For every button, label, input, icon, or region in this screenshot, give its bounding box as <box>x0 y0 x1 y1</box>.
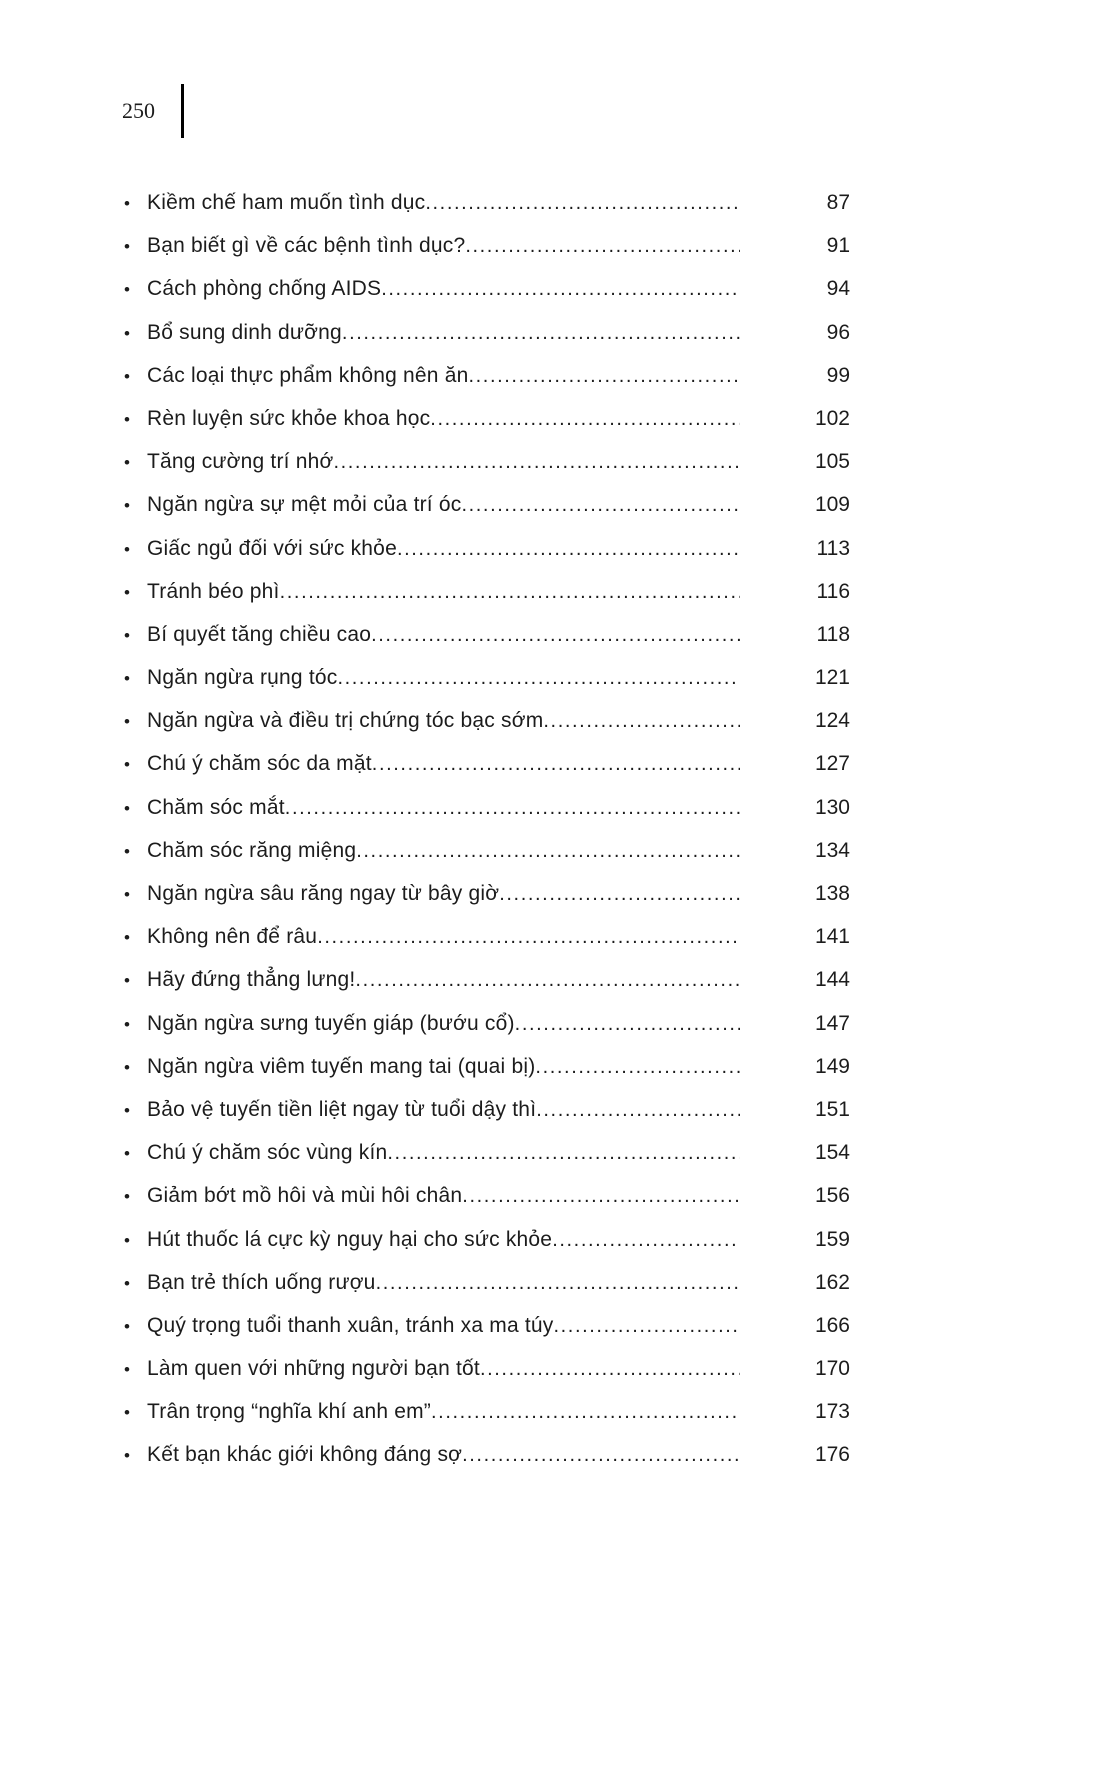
toc-entry <box>124 699 850 742</box>
toc-entry <box>124 958 850 1001</box>
bullet-icon: • <box>124 1014 130 1034</box>
toc-entry <box>124 1045 850 1088</box>
bullet-icon: • <box>124 323 130 343</box>
toc-entry-page: 154 <box>814 1141 850 1165</box>
header-divider <box>181 84 184 138</box>
dot-leader <box>285 786 740 830</box>
toc-entry-title: Ngăn ngừa viêm tuyến mang tai (quai bị) <box>147 1054 536 1078</box>
bullet-icon: • <box>124 928 130 948</box>
toc-entry-title: Rèn luyện sức khỏe khoa học <box>147 406 431 430</box>
bullet-icon: • <box>124 669 130 689</box>
bullet-icon: • <box>124 1403 130 1423</box>
bullet-icon: • <box>124 237 130 257</box>
toc-entry-title: Chăm sóc răng miệng <box>147 838 357 862</box>
toc-entry-title: Làm quen với những người bạn tốt <box>147 1357 480 1381</box>
dot-leader <box>553 1304 740 1348</box>
toc-entry-title: Giấc ngủ đối với sức khỏe <box>147 536 397 560</box>
dot-leader <box>461 483 740 527</box>
toc-entry-page: 162 <box>814 1270 850 1294</box>
dot-leader <box>356 829 740 873</box>
toc-entry-page: 94 <box>826 277 850 301</box>
toc-entry-title: Bạn biết gì về các bệnh tình dục? <box>147 234 466 258</box>
toc-entry-title: Cách phòng chống AIDS <box>147 277 382 301</box>
toc-entry-page: 99 <box>826 363 850 387</box>
toc-entry-page: 147 <box>814 1011 850 1035</box>
toc-entry-page: 166 <box>814 1313 850 1337</box>
toc-entry-title: Bảo vệ tuyến tiền liệt ngay từ tuổi dậy thì <box>147 1097 537 1121</box>
bullet-icon: • <box>124 1230 130 1250</box>
dot-leader <box>462 1174 740 1218</box>
dot-leader <box>397 527 740 571</box>
dot-leader <box>337 656 740 700</box>
toc-entry <box>124 397 850 440</box>
dot-leader <box>468 354 740 398</box>
bullet-icon: • <box>124 712 130 732</box>
toc-entry-page: 124 <box>814 709 850 733</box>
toc-entry-page: 159 <box>814 1227 850 1251</box>
dot-leader <box>317 915 740 959</box>
bullet-icon: • <box>124 1144 130 1164</box>
toc-entry-page: 151 <box>814 1097 850 1121</box>
toc-entry-title: Ngăn ngừa rụng tóc <box>147 666 338 690</box>
toc-entry-page: 149 <box>814 1054 850 1078</box>
toc-entry <box>124 224 850 267</box>
toc-entry <box>124 829 850 872</box>
dot-leader <box>280 570 740 614</box>
toc-entry-page: 91 <box>826 234 850 258</box>
toc-entry-title: Chú ý chăm sóc vùng kín <box>147 1141 388 1165</box>
toc-entry-title: Bổ sung dinh dưỡng <box>147 320 342 344</box>
bullet-icon: • <box>124 453 130 473</box>
toc-entry-page: 134 <box>814 838 850 862</box>
toc-entry <box>124 1218 850 1261</box>
dot-leader <box>387 1131 740 1175</box>
dot-leader <box>430 397 740 441</box>
toc-entry-title: Hút thuốc lá cực kỳ nguy hại cho sức khỏe <box>147 1227 553 1251</box>
bullet-icon: • <box>124 539 130 559</box>
bullet-icon: • <box>124 496 130 516</box>
toc-entry <box>124 613 850 656</box>
bullet-icon: • <box>124 280 130 300</box>
toc-entry <box>124 872 850 915</box>
toc-entry <box>124 742 850 785</box>
toc-entry-title: Ngăn ngừa và điều trị chứng tóc bạc sớm <box>147 709 544 733</box>
toc-entry-title: Bạn trẻ thích uống rượu <box>147 1270 376 1294</box>
toc-entry <box>124 1174 850 1217</box>
toc-entry <box>124 181 850 224</box>
toc-entry-page: 105 <box>814 450 850 474</box>
bullet-icon: • <box>124 1273 130 1293</box>
dot-leader <box>499 872 740 916</box>
toc-entry-page: 176 <box>814 1443 850 1467</box>
toc-entry-page: 156 <box>814 1184 850 1208</box>
toc-entry-title: Quý trọng tuổi thanh xuân, tránh xa ma túy <box>147 1313 554 1337</box>
dot-leader <box>376 1261 740 1305</box>
toc-entry <box>124 354 850 397</box>
toc-entry <box>124 915 850 958</box>
bullet-icon: • <box>124 194 130 213</box>
toc-entry-title: Các loại thực phẩm không nên ăn <box>147 363 469 387</box>
toc-entry <box>124 570 850 613</box>
page-number: 250 <box>122 98 155 123</box>
toc-entry-page: 130 <box>814 795 850 819</box>
toc-entry-title: Ngăn ngừa sưng tuyến giáp (bướu cổ) <box>147 1011 515 1035</box>
page-header <box>122 84 184 138</box>
toc-entry-title: Chăm sóc mắt <box>147 795 285 819</box>
bullet-icon: • <box>124 1446 130 1466</box>
bullet-icon: • <box>124 1057 130 1077</box>
toc-entry <box>124 1088 850 1131</box>
dot-leader <box>465 224 740 268</box>
toc-entry-title: Ngăn ngừa sâu răng ngay từ bây giờ <box>147 882 500 905</box>
toc-entry-title: Hãy đứng thẳng lưng! <box>147 968 356 992</box>
toc-entry-page: 121 <box>814 666 850 690</box>
toc-entry <box>124 311 850 354</box>
toc-entry-title: Bí quyết tăng chiều cao <box>147 622 372 646</box>
toc-entry <box>124 1433 850 1476</box>
toc-entry <box>124 1347 850 1390</box>
toc-entry-page: 118 <box>816 622 850 646</box>
bullet-icon: • <box>124 1187 130 1207</box>
toc-entry-page: 173 <box>814 1400 850 1424</box>
bullet-icon: • <box>124 1360 130 1380</box>
bullet-icon: • <box>124 366 130 386</box>
toc-entry-page: 113 <box>816 536 850 560</box>
toc-entry-title: Kiềm chế ham muốn tình dục <box>147 191 426 214</box>
toc-entry-title: Chú ý chăm sóc da mặt <box>147 752 372 776</box>
toc-entry <box>124 1131 850 1174</box>
toc-entry-page: 170 <box>814 1357 850 1381</box>
toc-entry <box>124 1304 850 1347</box>
toc-entry-page: 138 <box>814 882 850 905</box>
toc-entry-title: Ngăn ngừa sự mệt mỏi của trí óc <box>147 493 462 517</box>
bullet-icon: • <box>124 971 130 991</box>
dot-leader <box>543 699 740 743</box>
toc-entry <box>124 483 850 526</box>
dot-leader <box>515 1002 740 1046</box>
dot-leader <box>535 1045 740 1089</box>
toc-entry-title: Tăng cường trí nhớ <box>147 450 334 474</box>
bullet-icon: • <box>124 1316 130 1336</box>
toc-entry-page: 127 <box>814 752 850 776</box>
toc-entry <box>124 440 850 483</box>
bullet-icon: • <box>124 625 130 645</box>
bullet-icon: • <box>124 582 130 602</box>
toc-entry-title: Không nên để râu <box>147 925 318 949</box>
toc-entry-title: Kết bạn khác giới không đáng sợ <box>147 1443 463 1467</box>
toc-entry <box>124 1261 850 1304</box>
dot-leader <box>536 1088 740 1132</box>
bullet-icon: • <box>124 841 130 861</box>
toc-entry-page: 96 <box>826 320 850 344</box>
dot-leader <box>431 1390 740 1434</box>
dot-leader <box>371 613 740 657</box>
dot-leader <box>372 742 740 786</box>
bullet-icon: • <box>124 755 130 775</box>
dot-leader <box>425 181 740 225</box>
toc-entry <box>124 1002 850 1045</box>
toc-entry-page: 116 <box>816 579 850 603</box>
toc-entry-title: Trân trọng “nghĩa khí anh em” <box>147 1400 431 1424</box>
dot-leader <box>342 311 740 355</box>
bullet-icon: • <box>124 1100 130 1120</box>
dot-leader <box>462 1433 740 1477</box>
toc-entry-page: 141 <box>814 925 850 949</box>
toc-entry <box>124 1390 850 1433</box>
dot-leader <box>480 1347 740 1391</box>
toc-entry-page: 144 <box>814 968 850 992</box>
dot-leader <box>355 958 740 1002</box>
toc-entry-page: 102 <box>814 406 850 430</box>
dot-leader <box>552 1218 740 1262</box>
toc-entry <box>124 786 850 829</box>
toc-entry <box>124 656 850 699</box>
toc-entry-title: Giảm bớt mồ hôi và mùi hôi chân <box>147 1184 463 1208</box>
toc-entry <box>124 267 850 310</box>
bullet-icon: • <box>124 885 130 904</box>
toc-list <box>124 181 850 1477</box>
dot-leader <box>333 440 740 484</box>
toc-entry-title: Tránh béo phì <box>147 579 280 603</box>
toc-entry-page: 109 <box>814 493 850 517</box>
bullet-icon: • <box>124 409 130 429</box>
dot-leader <box>381 267 740 311</box>
toc-entry <box>124 527 850 570</box>
bullet-icon: • <box>124 798 130 818</box>
toc-entry-page: 87 <box>826 191 850 214</box>
